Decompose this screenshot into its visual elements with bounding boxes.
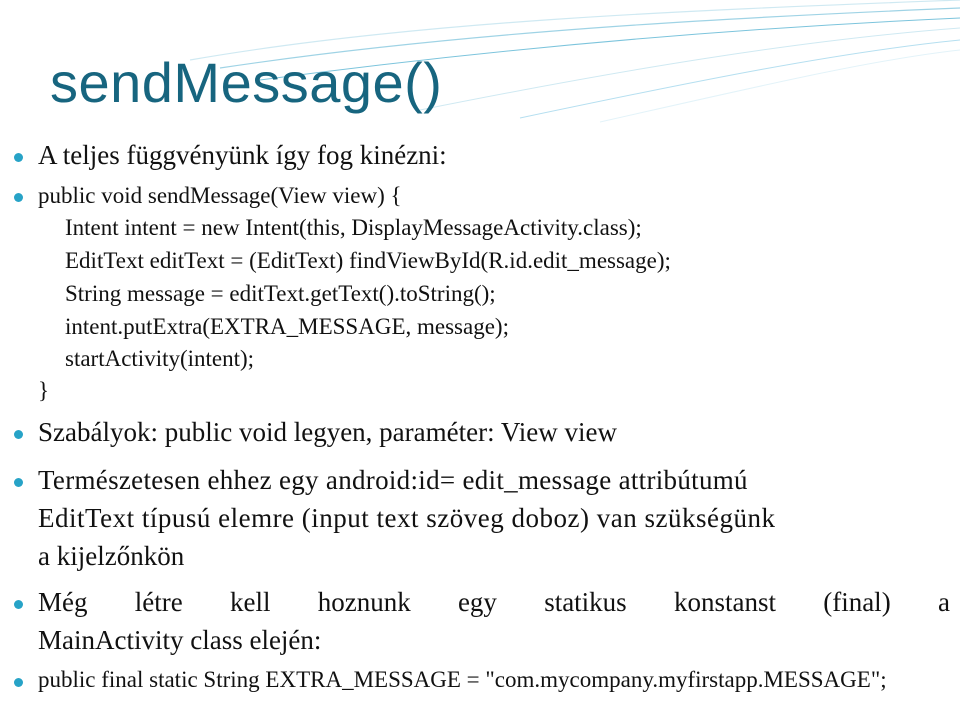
need-word: statikus bbox=[544, 587, 627, 617]
need-word: Még bbox=[38, 587, 88, 617]
code-line: intent.putExtra(EXTRA_MESSAGE, message); bbox=[65, 314, 509, 339]
need-word: konstanst bbox=[673, 587, 776, 617]
need-word: létre bbox=[134, 587, 183, 617]
bullet-rules bbox=[14, 430, 23, 439]
naturally-line: Természetesen ehhez egy android:id= edit_message attribútumú bbox=[38, 465, 748, 495]
need-word: a bbox=[937, 587, 950, 617]
code-line: startActivity(intent); bbox=[65, 346, 255, 371]
need-word: kell bbox=[229, 587, 271, 617]
naturally-line: a kijelzőnkön bbox=[38, 541, 185, 571]
bullet-intro bbox=[14, 153, 23, 162]
intro-text: A teljes függvényünk így fog kinézni: bbox=[38, 140, 447, 170]
rules-text: Szabályok: public void legyen, paraméter: View view bbox=[38, 417, 617, 447]
need-word: (final) bbox=[823, 587, 891, 617]
code-line: Intent intent = new Intent(this, DisplayMessageActivity.class); bbox=[65, 215, 642, 240]
bullet-code bbox=[14, 193, 23, 202]
need-line-2: MainActivity class elején: bbox=[38, 625, 322, 655]
bullet-naturally bbox=[14, 478, 23, 487]
code-signature: public void sendMessage(View view) { bbox=[38, 183, 402, 208]
naturally-line: EditText típusú elemre (input text szöveg doboz) van szükségünk bbox=[38, 503, 776, 533]
code-close-brace: } bbox=[38, 378, 50, 403]
code-line: EditText editText = (EditText) findViewById(R.id.edit_message); bbox=[65, 248, 671, 273]
bullet-need bbox=[14, 600, 23, 609]
constant-code: public final static String EXTRA_MESSAGE = "com.mycompany.myfirstapp.MESSAGE"; bbox=[38, 667, 887, 692]
need-line-justified bbox=[38, 587, 950, 618]
need-word: egy bbox=[457, 587, 497, 617]
bullet-constant bbox=[14, 678, 23, 687]
code-line: String message = editText.getText().toString(); bbox=[65, 281, 496, 306]
slide-title: sendMessage() bbox=[50, 51, 443, 114]
need-word: hoznunk bbox=[317, 587, 411, 617]
